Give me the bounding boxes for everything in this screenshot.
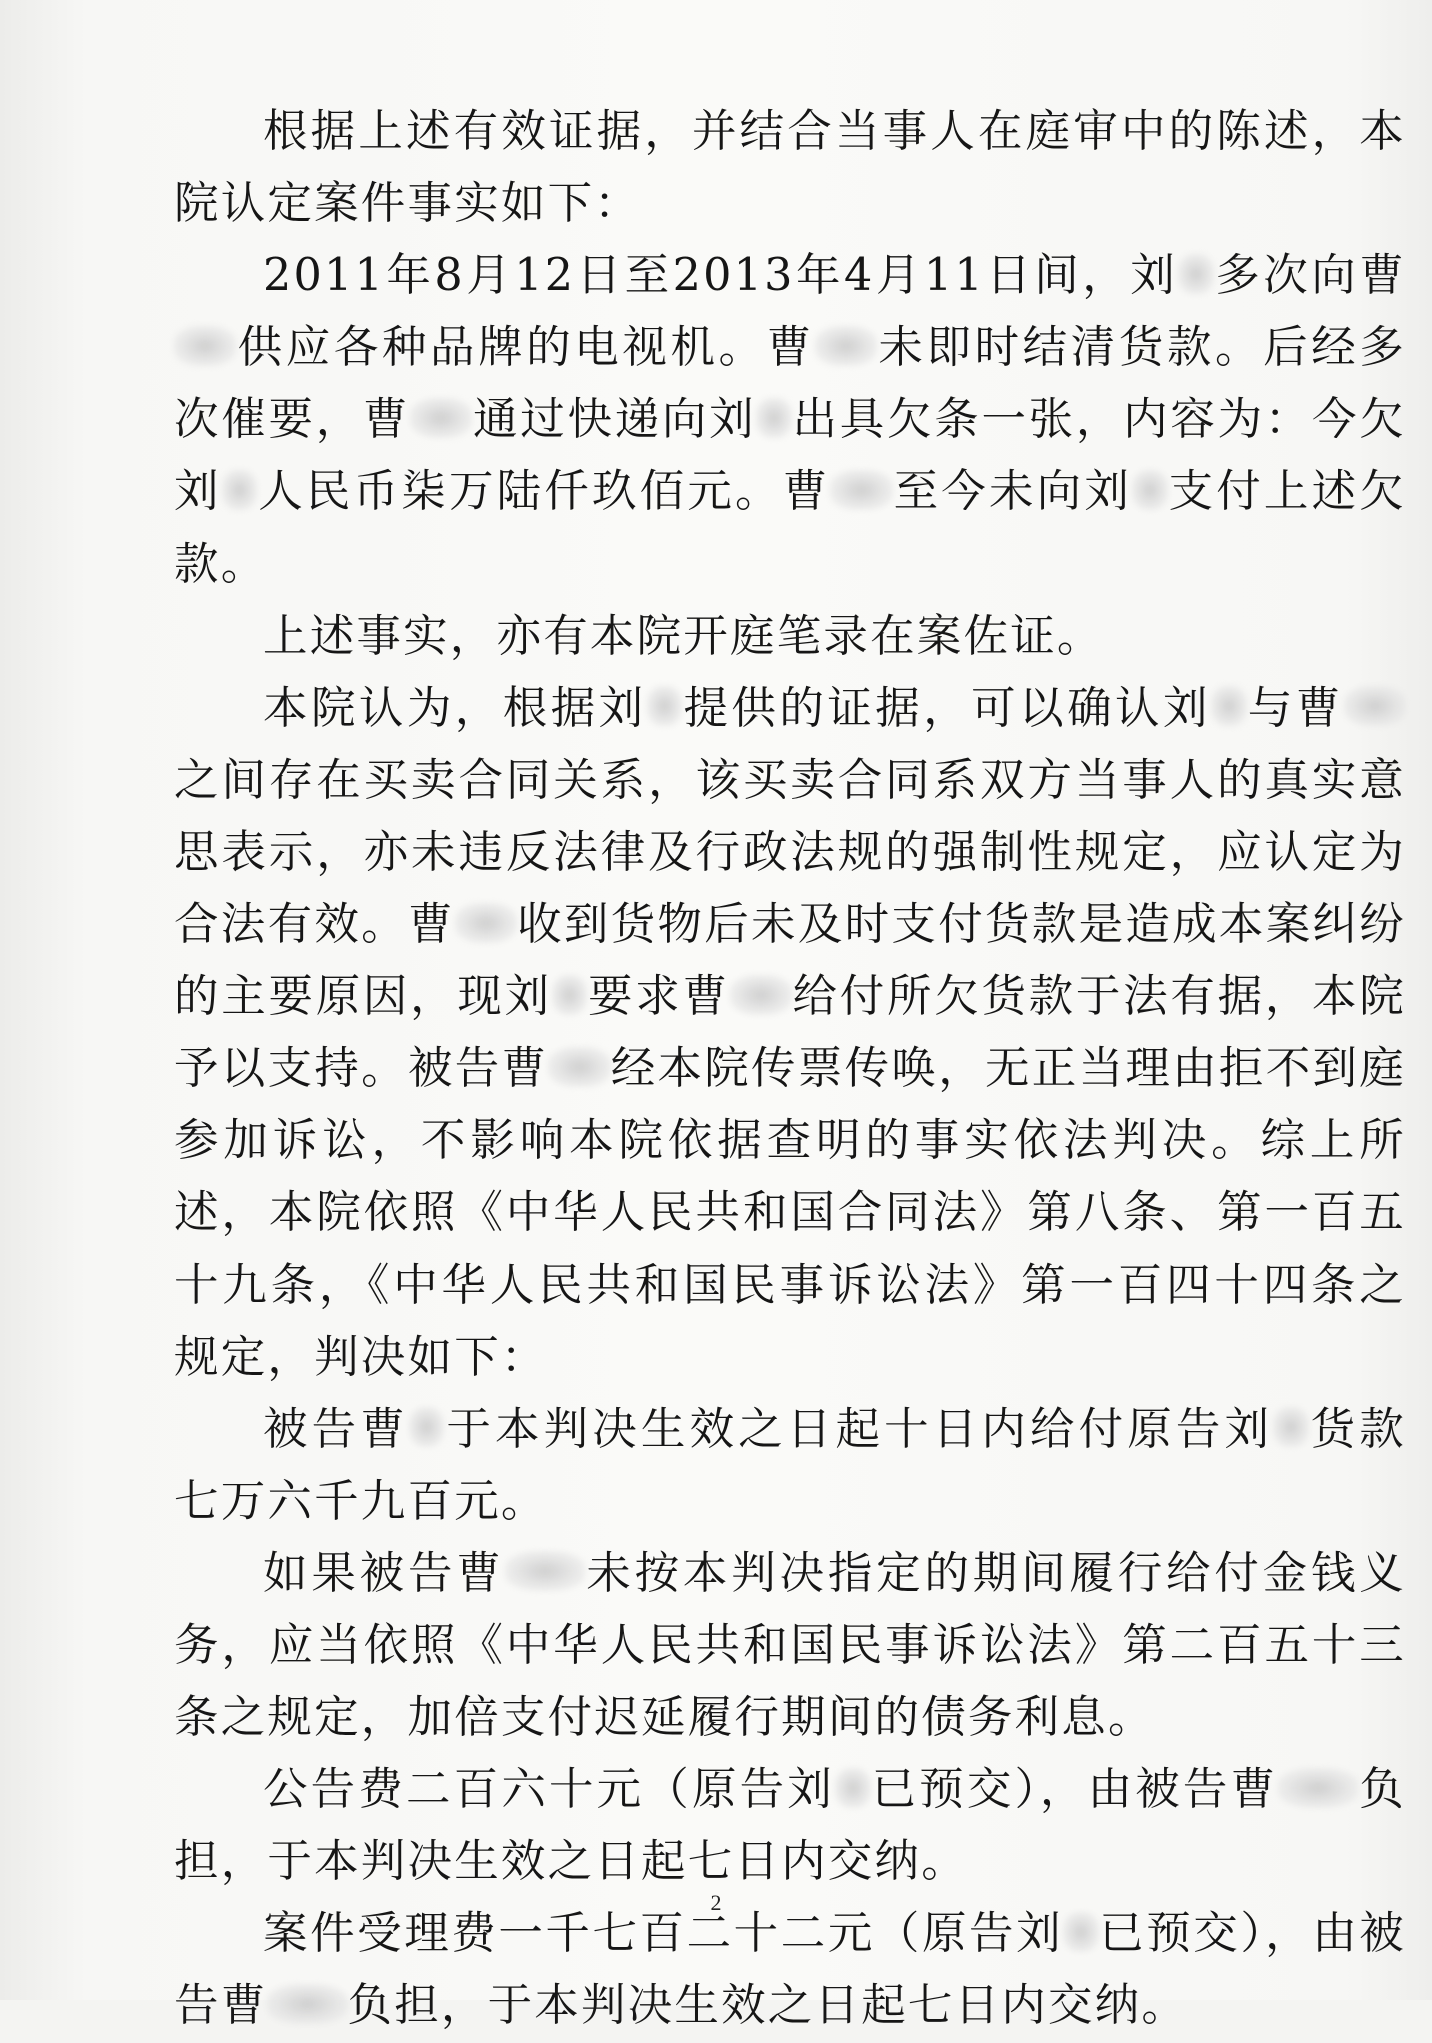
- redacted-name: [409, 1407, 445, 1447]
- redacted-name: [1278, 1768, 1358, 1808]
- redacted-name: [222, 470, 258, 510]
- paragraph-late-interest: 如果被告曹 未按本判决指定的期间履行给付金钱义务，应当依照《中华人民共和国民事诉讼法》第二百五十三条之规定，加倍支付迟延履行期间的债务利息。: [174, 1547, 1406, 1744]
- redacted-name: [1132, 470, 1168, 510]
- paragraph-judgment-payment: 被告曹 于本判决生效之日起十日内给付原告刘 货款七万六千九百元。: [174, 1403, 1406, 1527]
- paragraph-announcement-fee: 公告费二百六十元（原告刘 已预交），由被告曹 负担，于本判决生效之日起七日内交纳。: [174, 1764, 1406, 1888]
- redacted-name: [835, 1768, 871, 1808]
- redacted-name: [174, 326, 236, 366]
- redacted-name: [1178, 254, 1214, 294]
- redacted-name: [267, 1984, 347, 2024]
- redacted-name: [505, 1551, 585, 1591]
- redacted-name: [410, 398, 472, 438]
- redacted-name: [815, 326, 877, 366]
- page-number: 2: [710, 1890, 722, 1915]
- judgment-body: [174, 96, 1406, 2043]
- redacted-name: [1063, 1912, 1099, 1952]
- paragraph-facts-intro: 根据上述有效证据，并结合当事人在庭审中的陈述，本院认定案件事实如下：: [174, 106, 1406, 230]
- paragraph-case-fee: 案件受理费一千七百二十二元（原告刘 已预交），由被告曹 负担，于本判决生效之日起七日内交纳。: [174, 1908, 1406, 2032]
- paragraph-facts: 2011年8月12日至2013年4月11日间，刘 多次向曹供应各种品牌的电视机。曹 未即时结清货款。后经多次催要，曹 通过快递向刘 出具欠条一张，内容为：今欠刘 人民币柒万陆仟玖佰元。曹 至今未向刘 支付上述欠款。: [174, 250, 1406, 590]
- redacted-name: [552, 975, 588, 1015]
- redacted-name: [548, 1047, 610, 1087]
- redacted-name: [730, 975, 792, 1015]
- paragraph-evidence: 上述事实，亦有本院开庭笔录在案佐证。: [263, 610, 1104, 662]
- redacted-name: [647, 686, 683, 726]
- redacted-name: [1273, 1407, 1309, 1447]
- paragraph-court-opinion: 本院认为，根据刘 提供的证据，可以确认刘 与曹之间存在买卖合同关系，该买卖合同系双方当事人的真实意思表示，亦未违反法律及行政法规的强制性规定，应认定为合法有效。曹 收到货物后未及时支付货款是造成本案纠纷的主要原因，现刘 要求曹 给付所欠货款于法有据，本院予以支持。被告曹 经本院传票传唤，无正当理由拒不到庭参加诉讼，不影响本院依据查明的事实依法判决。综上所述，本院依照《中华人民共和国合同法》第八条、第一百五十九条，《中华人民共和国民事诉讼法》第一百四十四条之规定，判决如下：: [174, 682, 1406, 1383]
- redacted-name: [756, 398, 792, 438]
- redacted-name: [1344, 686, 1406, 726]
- redacted-name: [830, 470, 892, 510]
- redacted-name: [1211, 686, 1247, 726]
- redacted-name: [455, 903, 517, 943]
